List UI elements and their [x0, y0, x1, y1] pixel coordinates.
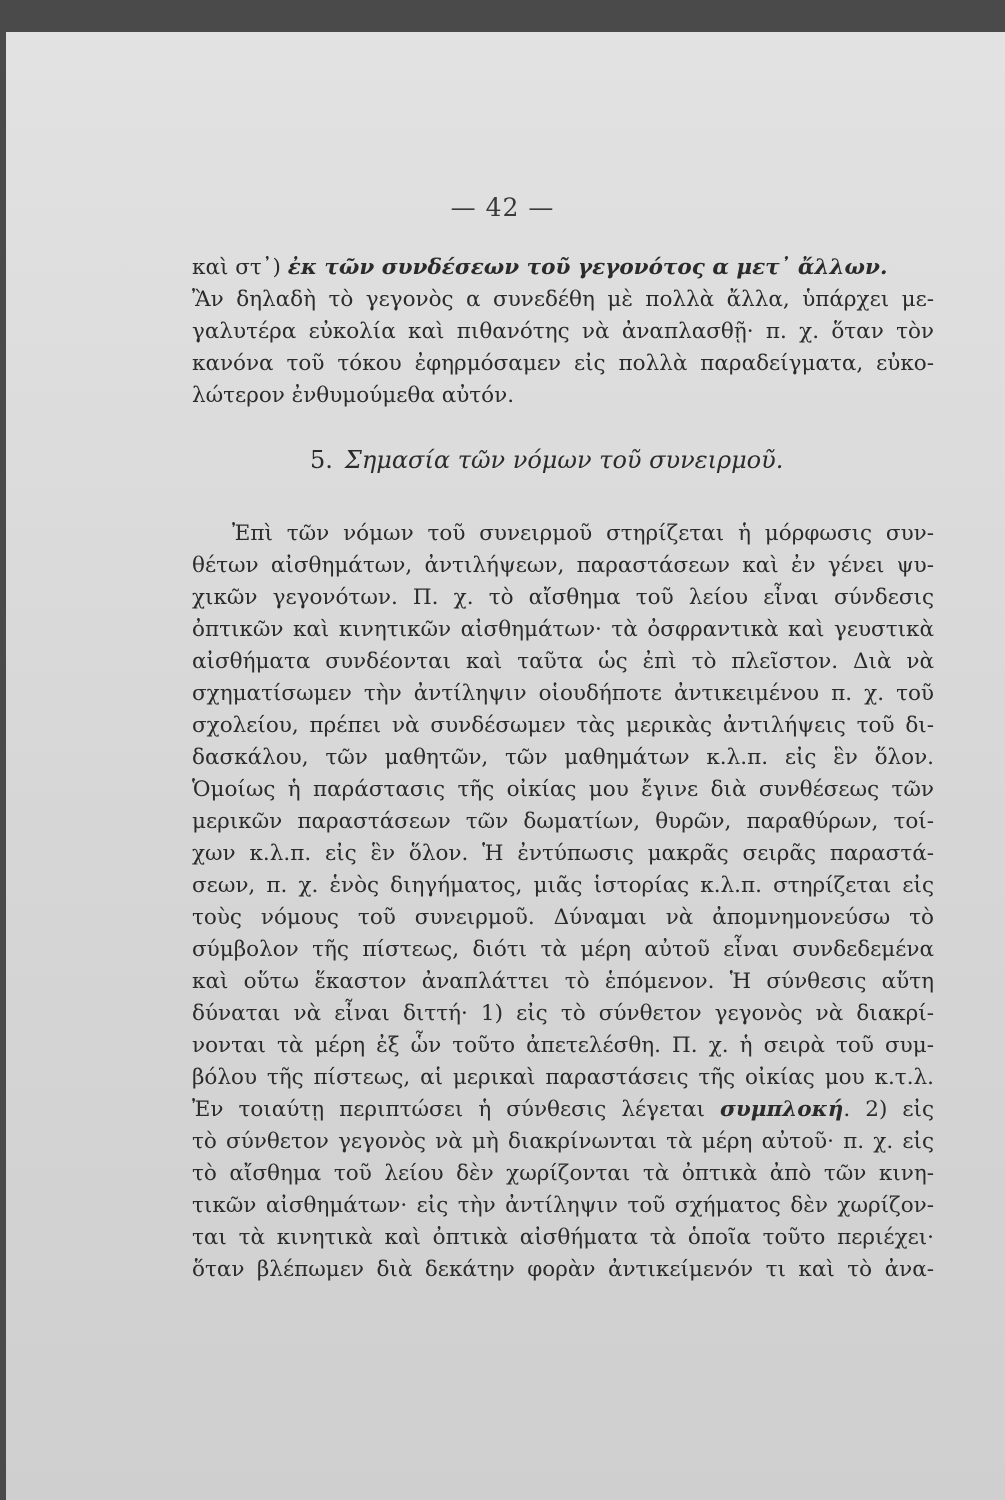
text-line: ὅταν βλέπωμεν διὰ δεκάτην φορὰν ἀντικείμενόν τι καὶ τὸ ἀνα- [192, 1257, 934, 1282]
text-line: δασκάλου, τῶν μαθητῶν, τῶν μαθημάτων κ.λ.π. εἰς ἓν ὅλον. [192, 745, 934, 770]
section-number: 5. [310, 446, 333, 474]
text-line: θέτων αἰσθημάτων, ἀντιλήψεων, παραστάσεων καὶ ἐν γένει ψυ- [192, 553, 934, 578]
opening-paragraph [192, 252, 934, 412]
text-line: σύμβολον τῆς πίστεως, διότι τὰ μέρη αὐτοῦ εἶναι συνδεδεμένα [192, 937, 934, 962]
text-line: Ἐν τοιαύτῃ περιπτώσει ἡ σύνθεσις λέγεται συμπλοκή. 2) εἰς [192, 1097, 934, 1122]
text-line: αἰσθήματα συνδέονται καὶ ταῦτα ὡς ἐπὶ τὸ πλεῖστον. Διὰ νὰ [192, 649, 934, 674]
text-line: τὸ αἴσθημα τοῦ λείου δὲν χωρίζονται τὰ ὀπτικὰ ἀπὸ τῶν κινη- [192, 1161, 934, 1186]
text-line: σχηματίσωμεν τὴν ἀντίληψιν οἱουδήποτε ἀντικειμένου π. χ. τοῦ [192, 681, 934, 706]
text-line: Ἐπὶ τῶν νόμων τοῦ συνειρμοῦ στηρίζεται ἡ μόρφωσις συν- [232, 521, 934, 546]
text-line: χικῶν γεγονότων. Π. χ. τὸ αἴσθημα τοῦ λείου εἶναι σύνδεσις [192, 585, 934, 610]
section-heading [310, 446, 910, 474]
italic-term: συμπλοκή [719, 1097, 844, 1122]
page-number: — 42 — [450, 193, 555, 222]
text-line: τοὺς νόμους τοῦ συνειρμοῦ. Δύναμαι νὰ ἀπομνημονεύσω τὸ [192, 905, 934, 930]
section-title: Σημασία τῶν νόμων τοῦ συνειρμοῦ. [344, 446, 784, 474]
text-line: τικῶν αἰσθημάτων· εἰς τὴν ἀντίληψιν τοῦ σχήματος δὲν χωρίζον- [192, 1193, 934, 1218]
text-line: βόλου τῆς πίστεως, αἱ μερικαὶ παραστάσεις τῆς οἰκίας μου κ.τ.λ. [192, 1065, 934, 1090]
text-line: ὀπτικῶν καὶ κινητικῶν αἰσθημάτων· τὰ ὀσφραντικὰ καὶ γευστικὰ [192, 617, 934, 642]
text-line: τὸ σύνθετον γεγονὸς νὰ μὴ διακρίνωνται τὰ μέρη αὐτοῦ· π. χ. εἰς [192, 1129, 934, 1154]
text-line: κανόνα τοῦ τόκου ἐφηρμόσαμεν εἰς πολλὰ παραδείγματα, εὐκο- [192, 351, 934, 376]
text-line: καὶ οὕτω ἕκαστον ἀναπλάττει τὸ ἑπόμενον. Ἡ σύνθεσις αὕτη [192, 969, 934, 994]
text-line: δύναται νὰ εἶναι διττή· 1) εἰς τὸ σύνθετον γεγονὸς νὰ διακρί- [192, 1001, 934, 1026]
text-line: σεων, π. χ. ἑνὸς διηγήματος, μιᾶς ἱστορίας κ.λ.π. στηρίζεται εἰς [192, 873, 934, 898]
text-line: λώτερον ἐνθυμούμεθα αὐτόν. [192, 383, 515, 408]
text-line: χων κ.λ.π. εἰς ἓν ὅλον. Ἡ ἐντύπωσις μακρᾶς σειρᾶς παραστά- [192, 841, 934, 866]
text-line: νονται τὰ μέρη ἐξ ὧν τοῦτο ἀπετελέσθη. Π. χ. ἡ σειρὰ τοῦ συμ- [192, 1033, 934, 1058]
text-line: καὶ στ᾽) ἐκ τῶν συνδέσεων τοῦ γεγονότος α μετ᾽ ἄλλων. [192, 255, 888, 280]
text-line: σχολείου, πρέπει νὰ συνδέσωμεν τὰς μερικὰς ἀντιλήψεις τοῦ δι- [192, 713, 934, 738]
text-line: μερικῶν παραστάσεων τῶν δωματίων, θυρῶν, παραθύρων, τοί- [192, 809, 934, 834]
text-line: Ἂν δηλαδὴ τὸ γεγονὸς α συνεδέθη μὲ πολλὰ ἄλλα, ὑπάρχει με- [192, 287, 934, 312]
text-line: γαλυτέρα εὐκολία καὶ πιθανότης νὰ ἀναπλασθῇ· π. χ. ὅταν τὸν [192, 319, 934, 344]
main-paragraph [192, 518, 934, 1286]
text-line: Ὁμοίως ἡ παράστασις τῆς οἰκίας μου ἔγινε διὰ συνθέσεως τῶν [192, 777, 934, 802]
text-line: ται τὰ κινητικὰ καὶ ὀπτικὰ αἰσθήματα τὰ ὁποῖα τοῦτο περιέχει· [192, 1225, 934, 1250]
italic-phrase: ἐκ τῶν συνδέσεων τοῦ γεγονότος α μετ᾽ ἄλλων. [287, 255, 888, 280]
